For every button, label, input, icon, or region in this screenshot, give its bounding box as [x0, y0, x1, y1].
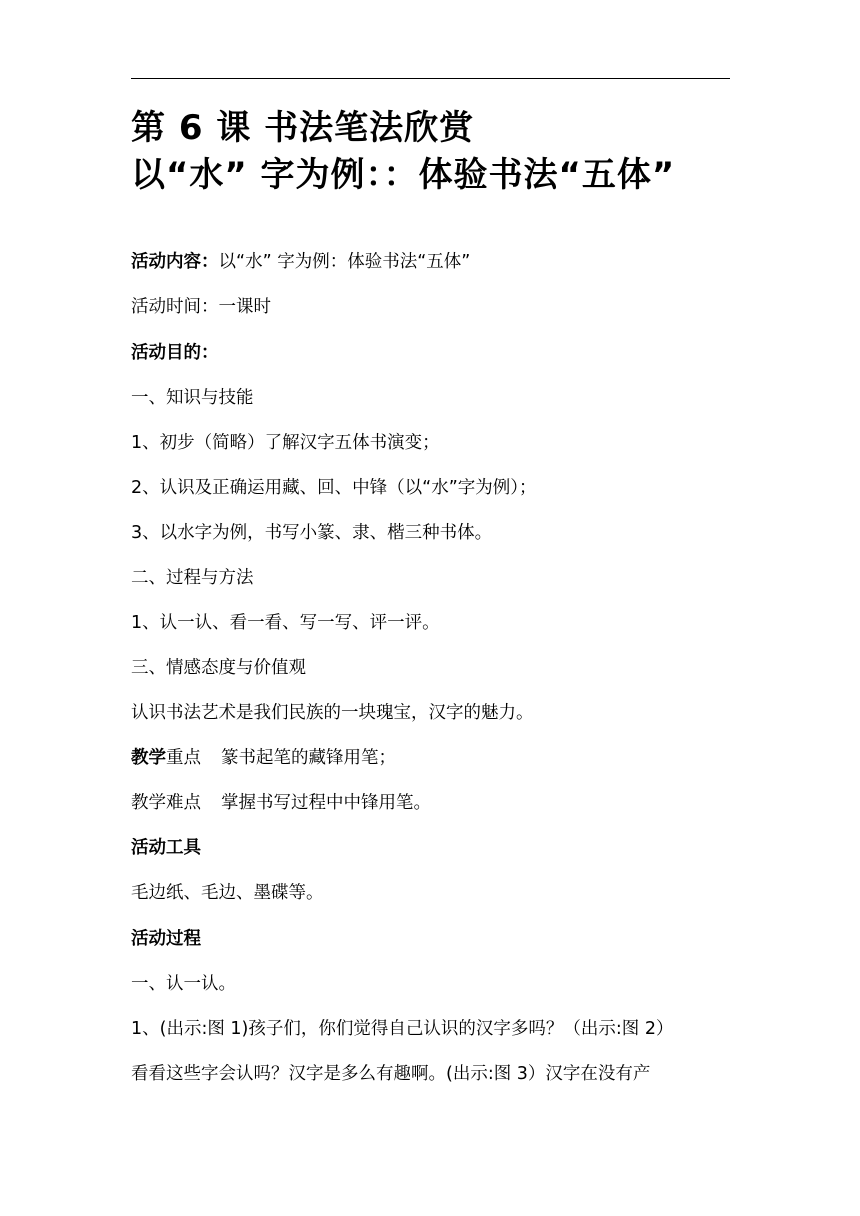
activity-goal-label: 活动目的： — [131, 343, 219, 363]
activity-time: 活动时间：一课时 — [131, 297, 271, 317]
process-heading: 活动过程 — [131, 929, 201, 949]
section1-heading: 一、知识与技能 — [131, 388, 254, 408]
difficulty — [131, 791, 431, 815]
activity-content-value: 以“水” 字为例：体验书法“五体” — [218, 252, 471, 272]
section3-text: 认识书法艺术是我们民族的一块瑰宝，汉字的魅力。 — [131, 703, 534, 723]
lesson-subtitle: 以“水” 字为例：：体验书法“五体” — [131, 155, 676, 195]
section2-heading: 二、过程与方法 — [131, 568, 254, 588]
tools-text: 毛边纸、毛边、墨碟等。 — [131, 883, 324, 903]
key-point-label-bold: 教学 — [131, 748, 166, 768]
process-step-1: 一、认一认。 — [131, 974, 236, 994]
section1-item-2: 2、认识及正确运用藏、回、中锋（以“水”字为例）； — [131, 478, 537, 498]
key-point-label-rest: 重点 — [166, 748, 201, 768]
difficulty-label: 教学难点 — [131, 793, 201, 813]
difficulty-value: 掌握书写过程中中锋用笔。 — [221, 793, 431, 813]
tools-heading: 活动工具 — [131, 838, 201, 858]
activity-content — [131, 250, 470, 274]
section1-item-1: 1、初步（简略）了解汉字五体书演变； — [131, 433, 440, 453]
key-point-value: 篆书起笔的藏锋用笔； — [221, 748, 396, 768]
header-rule — [131, 78, 730, 79]
process-paragraph-line-1: 1、(出示:图 1)孩子们，你们觉得自己认识的汉字多吗？（出示:图 2） — [131, 1019, 674, 1039]
activity-content-label: 活动内容： — [131, 252, 219, 272]
section1-item-3: 3、以水字为例，书写小篆、隶、楷三种书体。 — [131, 523, 493, 543]
key-point — [131, 746, 396, 770]
section2-item-1: 1、认一认、看一看、写一写、评一评。 — [131, 613, 440, 633]
section3-heading: 三、情感态度与价值观 — [131, 658, 306, 678]
lesson-title: 第 6 课 书法笔法欣赏 — [131, 108, 475, 148]
process-paragraph-line-2: 看看这些字会认吗？汉字是多么有趣啊。(出示:图 3）汉字在没有产 — [131, 1064, 651, 1084]
